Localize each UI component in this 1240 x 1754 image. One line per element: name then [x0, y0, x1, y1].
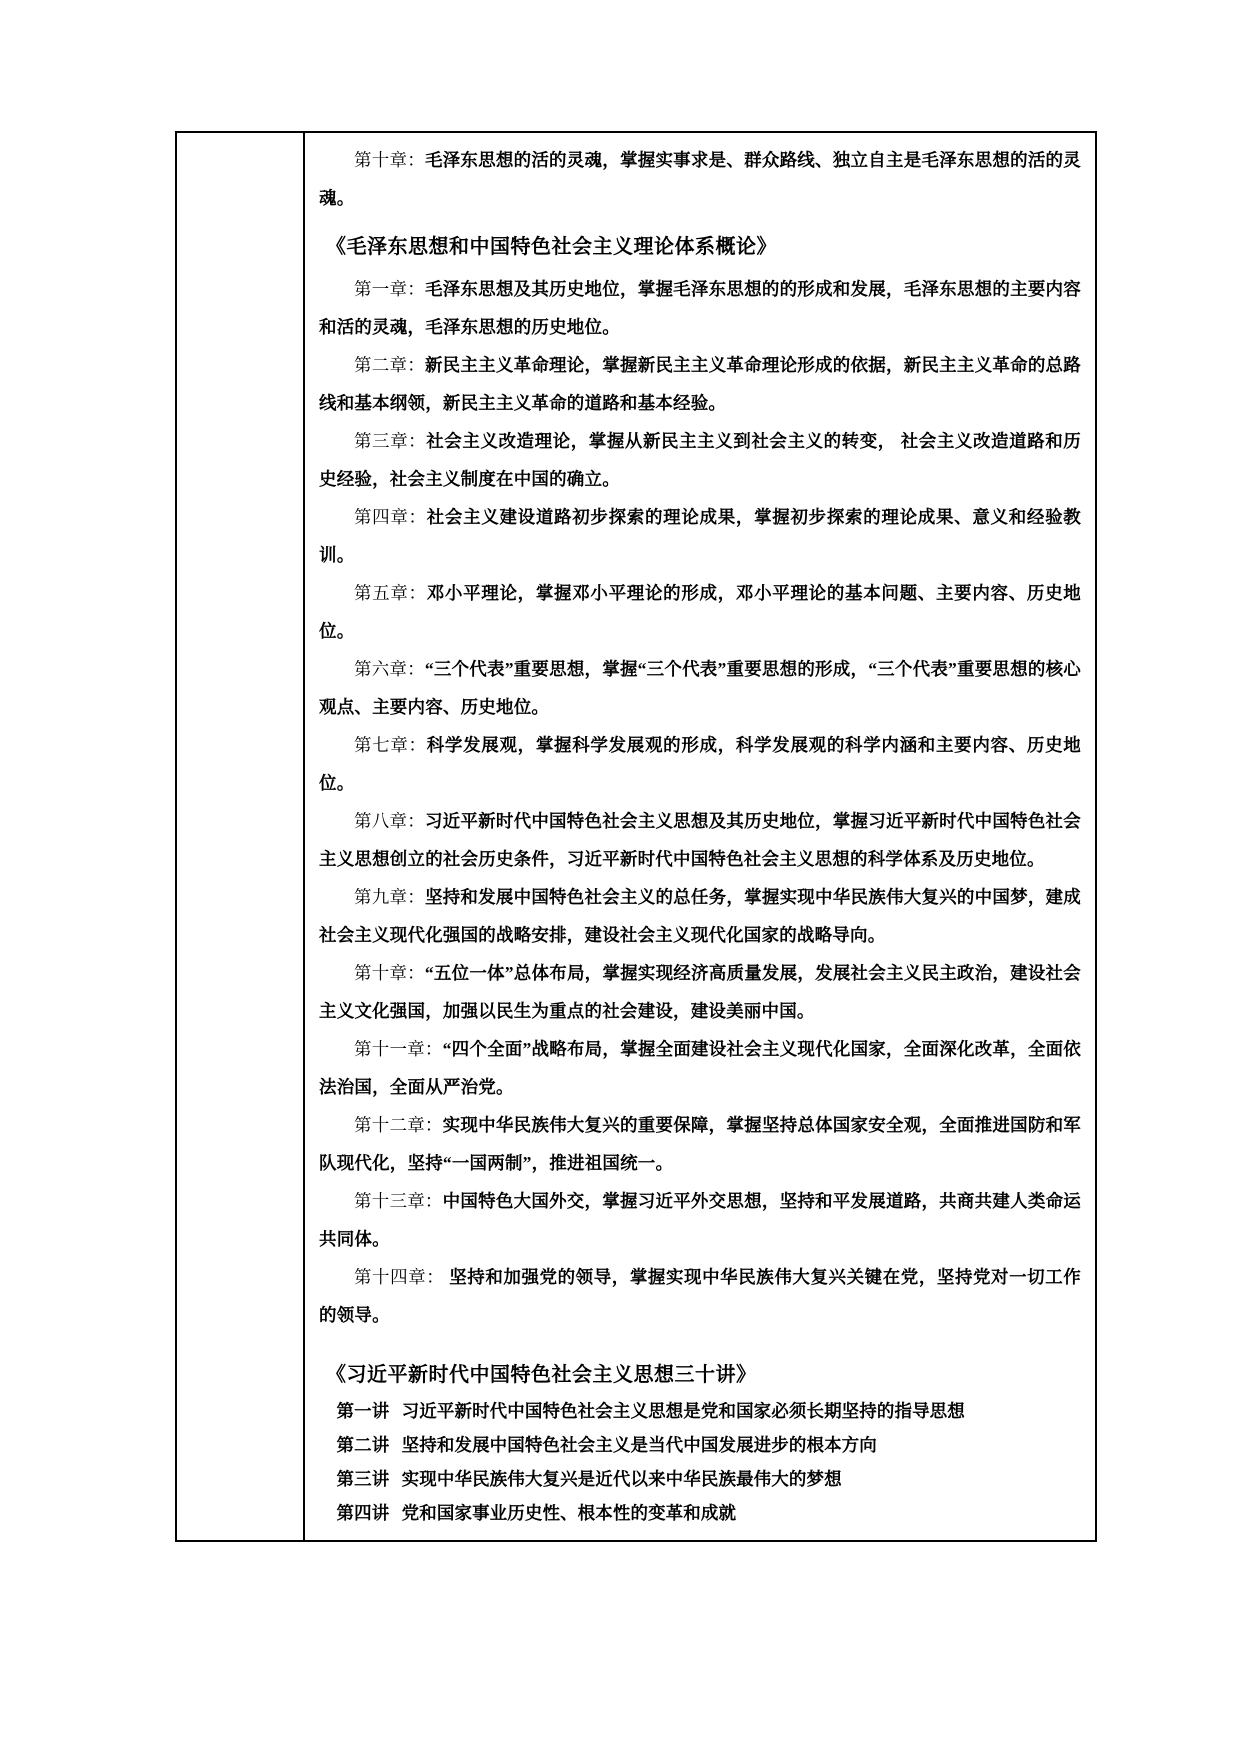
table-row [176, 132, 1096, 1541]
lecture-item [319, 1428, 1081, 1462]
chapter-number: 第二章： [354, 355, 425, 375]
chapter-item [319, 1106, 1081, 1182]
chapter-number: 第四章： [354, 507, 427, 527]
chapter-number: 第十一章： [354, 1039, 443, 1059]
chapter-number: 第八章： [354, 811, 425, 831]
chapter-item [319, 1182, 1081, 1258]
chapter-text: 社会主义改造理论，掌握从新民主主义到社会主义的转变， 社会主义改造道路和历史经验，社会主义制度在中国的确立。 [319, 431, 1081, 489]
table-left-label-cell [176, 132, 304, 1541]
book-title-1: 《毛泽东思想和中国特色社会主义理论体系概论》 [326, 236, 777, 258]
chapter-text: “三个代表”重要思想，掌握“三个代表”重要思想的形成，“三个代表”重要思想的核心观点、主要内容、历史地位。 [319, 659, 1081, 717]
chapter-item [319, 498, 1081, 574]
book-title-2: 《习近平新时代中国特色社会主义思想三十讲》 [326, 1364, 757, 1386]
content-body [319, 141, 1081, 1530]
chapter-number: 第六章： [354, 659, 425, 679]
intro-paragraph-text: 毛泽东思想的活的灵魂，掌握实事求是、群众路线、独立自主是毛泽东思想的活的灵魂。 [319, 150, 1081, 208]
chapter-item [319, 346, 1081, 422]
chapter-item [319, 802, 1081, 878]
chapter-item [319, 954, 1081, 1030]
chapter-item [319, 574, 1081, 650]
chapter-number: 第三章： [354, 431, 427, 451]
table-content-cell [304, 132, 1096, 1541]
lecture-item [319, 1496, 1081, 1530]
lecture-item [319, 1394, 1081, 1428]
table-body [176, 132, 1096, 1541]
lecture-text: 坚持和发展中国特色社会主义是当代中国发展进步的根本方向 [401, 1435, 877, 1455]
lecture-number: 第一讲 [336, 1401, 390, 1421]
chapter-text: 坚持和发展中国特色社会主义的总任务，掌握实现中华民族伟大复兴的中国梦，建成社会主义现代化强国的战略安排，建设社会主义现代化国家的战略导向。 [319, 887, 1081, 945]
chapter-text: 坚持和加强党的领导，掌握实现中华民族伟大复兴关键在党，坚持党对一切工作的领导。 [319, 1267, 1082, 1325]
chapter-text: 社会主义建设道路初步探索的理论成果，掌握初步探索的理论成果、意义和经验教训。 [319, 507, 1081, 565]
chapter-number: 第一章： [354, 279, 425, 299]
chapter-number: 第七章： [354, 735, 427, 755]
lecture-item [319, 1462, 1081, 1496]
lecture-text: 习近平新时代中国特色社会主义思想是党和国家必须长期坚持的指导思想 [401, 1401, 965, 1421]
chapter-text: 新民主主义革命理论，掌握新民主主义革命理论形成的依据，新民主主义革命的总路线和基本纲领，新民主主义革命的道路和基本经验。 [319, 355, 1081, 413]
chapter-text: 中国特色大国外交，掌握习近平外交思想，坚持和平发展道路，共商共建人类命运共同体。 [319, 1191, 1082, 1249]
chapter-text: “四个全面”战略布局，掌握全面建设社会主义现代化国家，全面深化改革，全面依法治国，全面从严治党。 [319, 1039, 1081, 1097]
chapter-item [319, 878, 1081, 954]
chapter-item [319, 1258, 1081, 1334]
lecture-number: 第三讲 [336, 1469, 390, 1489]
chapter-text: 习近平新时代中国特色社会主义思想及其历史地位，掌握习近平新时代中国特色社会主义思想创立的社会历史条件，习近平新时代中国特色社会主义思想的科学体系及历史地位。 [319, 811, 1081, 869]
chapter-text: 实现中华民族伟大复兴的重要保障，掌握坚持总体国家安全观，全面推进国防和军队现代化，坚持“一国两制”，推进祖国统一。 [319, 1115, 1082, 1173]
chapter-number: 第十章： [354, 963, 425, 983]
chapter-item [319, 726, 1081, 802]
chapter-text: “五位一体”总体布局，掌握实现经济高质量发展，发展社会主义民主政治，建设社会主义文化强国，加强以民生为重点的社会建设，建设美丽中国。 [319, 963, 1081, 1021]
chapter-item [319, 270, 1081, 346]
chapter-number: 第五章： [354, 583, 427, 603]
chapter-item [319, 650, 1081, 726]
chapter-text: 科学发展观，掌握科学发展观的形成，科学发展观的科学内涵和主要内容、历史地位。 [319, 735, 1081, 793]
chapter-text: 邓小平理论，掌握邓小平理论的形成，邓小平理论的基本问题、主要内容、历史地位。 [319, 583, 1081, 641]
intro-paragraph [319, 141, 1081, 217]
lecture-text: 实现中华民族伟大复兴是近代以来中华民族最伟大的梦想 [401, 1469, 842, 1489]
chapter-number: 第十四章： [354, 1267, 445, 1287]
chapter-number: 第十二章： [354, 1115, 443, 1135]
course-outline-table [175, 131, 1097, 1542]
intro-paragraph-number: 第十章： [354, 150, 425, 170]
chapter-item [319, 1030, 1081, 1106]
lecture-text: 党和国家事业历史性、根本性的变革和成就 [401, 1503, 737, 1523]
lecture-number: 第四讲 [336, 1503, 390, 1523]
chapter-item [319, 422, 1081, 498]
chapter-text: 毛泽东思想及其历史地位，掌握毛泽东思想的的形成和发展，毛泽东思想的主要内容和活的灵魂，毛泽东思想的历史地位。 [319, 279, 1081, 337]
lecture-number: 第二讲 [336, 1435, 390, 1455]
chapter-number: 第九章： [354, 887, 425, 907]
chapter-number: 第十三章： [354, 1191, 443, 1211]
